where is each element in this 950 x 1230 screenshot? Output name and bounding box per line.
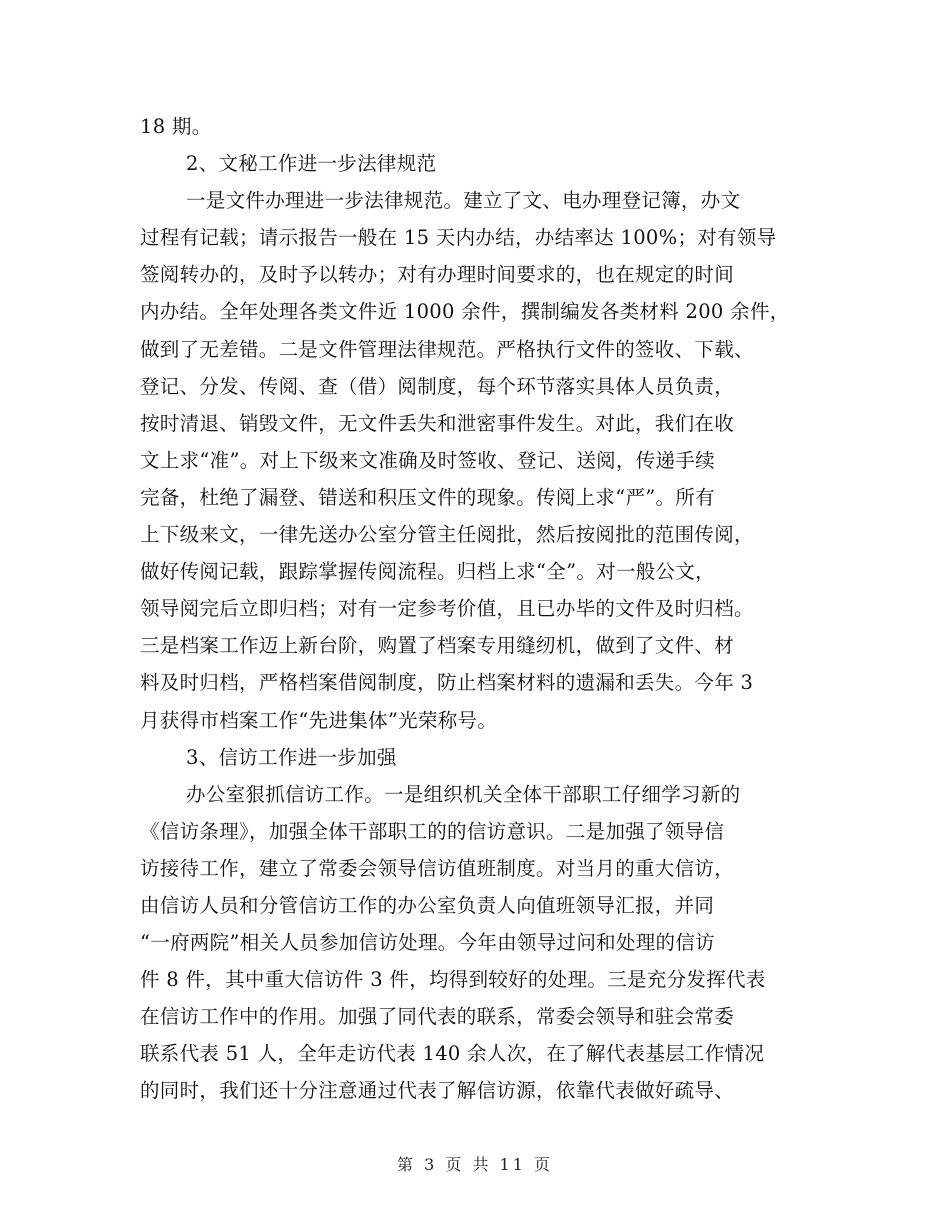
section-heading: 3、信访工作进一步加强 bbox=[186, 745, 397, 769]
text-line: 18 期。 bbox=[140, 115, 212, 138]
text-line: 在信访工作中的作用。加强了同代表的联系，常委会领导和驻会常委 bbox=[140, 1005, 735, 1029]
text-line: 签阅转办的，及时予以转办；对有办理时间要求的，也在规定的时间 bbox=[140, 263, 735, 287]
text-line: 件 8 件，其中重大信访件 3 件，均得到较好的处理。三是充分发挥代表 bbox=[140, 968, 766, 992]
text-line: 按时清退、销毁文件，无文件丢失和泄密事件发生。对此，我们在收 bbox=[140, 411, 735, 435]
text-line: 内办结。全年处理各类文件近 1000 余件，撰制编发各类材料 200 余件， bbox=[140, 300, 790, 324]
text-line: 完备，杜绝了漏登、错送和积压文件的现象。传阅上求“严”。所有 bbox=[140, 485, 715, 509]
text-line: 文上求“准”。对上下级来文准确及时签收、登记、送阅，传递手续 bbox=[140, 448, 715, 472]
text-line: 过程有记载；请示报告一般在 15 天内办结，办结率达 100%；对有领导 bbox=[140, 226, 777, 250]
text-line: 《信访条理》，加强全体干部职工的的信访意识。二是加强了领导信 bbox=[140, 819, 725, 843]
text-line: 上下级来文，一律先送办公室分管主任阅批，然后按阅批的范围传阅， bbox=[140, 523, 754, 547]
text-line: 的同时，我们还十分注意通过代表了解信访源，依靠代表做好疏导、 bbox=[140, 1079, 735, 1103]
text-line: “一府两院”相关人员参加信访处理。今年由领导过问和处理的信访 bbox=[140, 931, 715, 955]
text-line: 领导阅完后立即归档；对有一定参考价值，且已办毕的文件及时归档。 bbox=[140, 597, 754, 621]
text-line: 月获得市档案工作“先进集体”光荣称号。 bbox=[140, 708, 498, 732]
paragraph-first-line: 一是文件办理进一步法律规范。建立了文、电办理登记簿，办文 bbox=[186, 189, 741, 213]
section-heading: 2、文秘工作进一步法律规范 bbox=[186, 152, 437, 176]
text-line: 做到了无差错。二是文件管理法律规范。严格执行文件的签收、下载、 bbox=[140, 337, 754, 361]
text-line: 由信访人员和分管信访工作的办公室负责人向值班领导汇报，并同 bbox=[140, 893, 715, 917]
text-line: 登记、分发、传阅、查（借）阅制度，每个环节落实具体人员负责， bbox=[140, 374, 735, 398]
text-line: 联系代表 51 人，全年走访代表 140 余人次，在了解代表基层工作情况 bbox=[140, 1042, 765, 1066]
text-line: 做好传阅记载，跟踪掌握传阅流程。归档上求“全”。对一般公文， bbox=[140, 560, 715, 584]
text-line: 三是档案工作迈上新台阶，购置了档案专用缝纫机，做到了文件、材 bbox=[140, 634, 735, 658]
body-text bbox=[140, 108, 820, 1110]
page-number-footer: 第 3 页 共 11 页 bbox=[397, 1155, 553, 1174]
text-line: 访接待工作，建立了常委会领导信访值班制度。对当月的重大信访， bbox=[140, 856, 735, 880]
text-line: 料及时归档，严格档案借阅制度，防止档案材料的遗漏和丢失。今年 3 bbox=[140, 671, 754, 695]
paragraph-first-line: 办公室狠抓信访工作。一是组织机关全体干部职工仔细学习新的 bbox=[186, 782, 741, 806]
